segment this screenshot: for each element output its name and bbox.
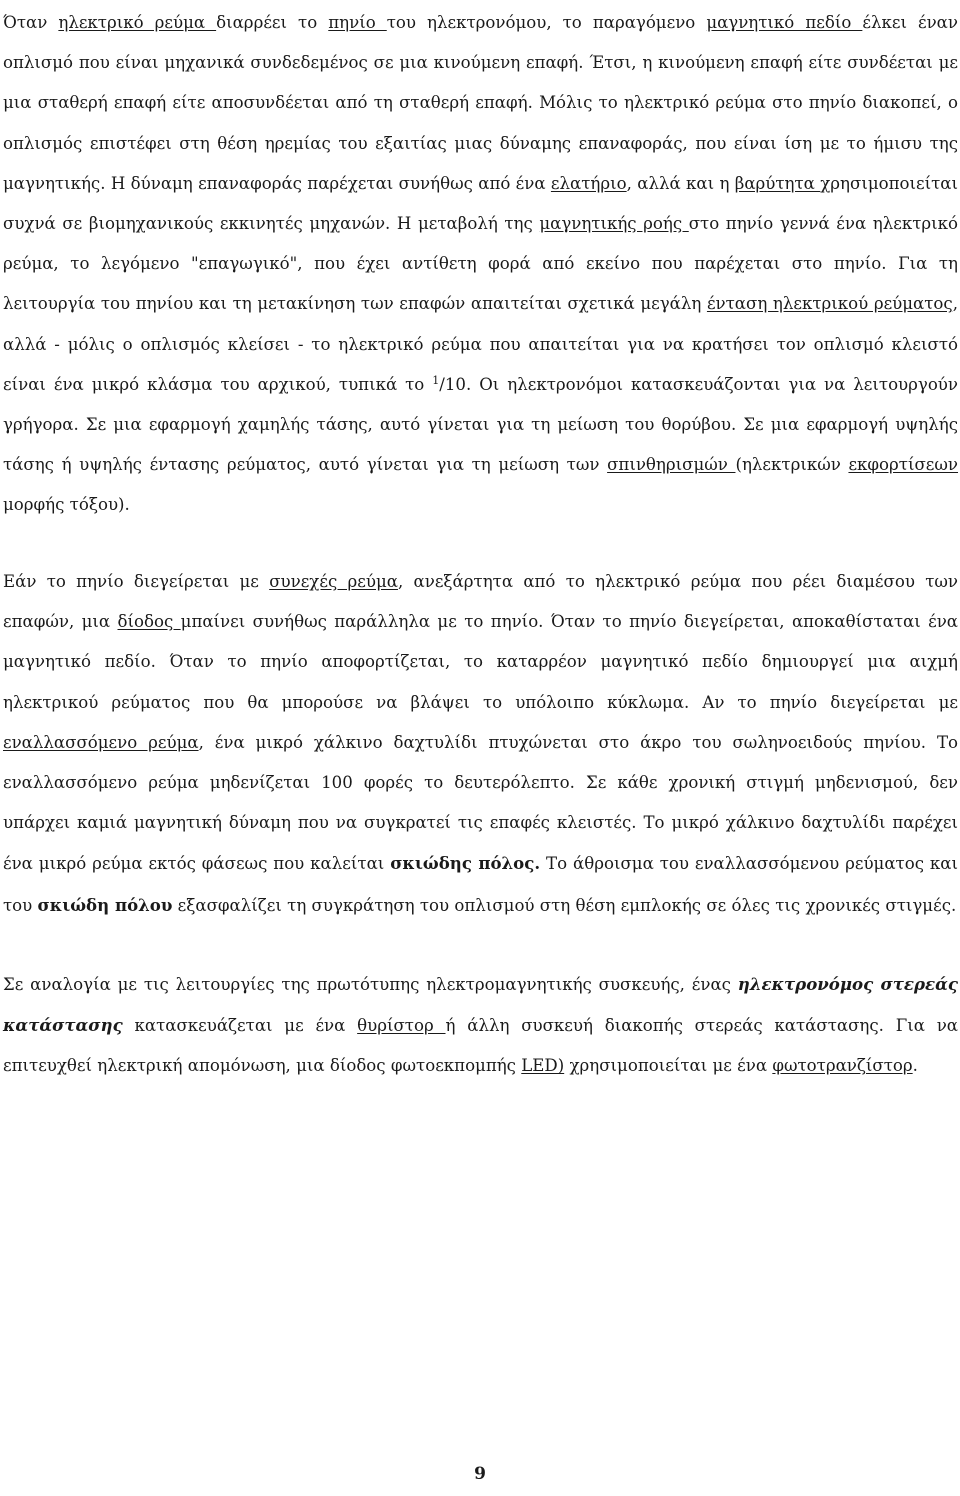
hyperlink-term[interactable]: μαγνητικό πεδίο [706,13,863,32]
hyperlink-term[interactable]: εναλλασσόμενο ρεύμα [3,732,199,752]
paragraph-electromagnetic-relay-operation [3,3,958,526]
text-run: ή άλλη συσκευή διακοπής στερεάς κατάστασης. Για να επιτευχθεί ηλεκτρική απομόνωση, μια δίοδος φωτοεκπομπής [3,1016,958,1076]
hyperlink-term[interactable]: φωτοτρανζίστορ [772,1056,913,1076]
text-run: μορφής τόξου). [3,495,130,515]
text-run: /10. Οι ηλεκτρονόμοι κατασκευάζονται για να λειτουργούν γρήγορα. Σε μια εφαρμογή χαμηλής τάσης, αυτό γίνεται για τη μείωση του θορύβου. Σε μια εφαρμογή υψηλής τάσης ή υψηλής έντασης ρεύματος, αυτό γίνεται για τη μείωση των [3,374,958,475]
hyperlink-term[interactable]: βαρύτητα [734,173,821,193]
hyperlink-term[interactable]: εκφορτίσεων [848,455,959,475]
text-run: Όταν [3,13,59,32]
hyperlink-term[interactable]: σπινθηρισμών [607,455,736,475]
text-run: μπαίνει συνήθως παράλληλα με το πηνίο. Όταν το πηνίο διεγείρεται, αποκαθίσταται ένα μαγνητικό πεδίο. Όταν το πηνίο αποφορτίζεται, το καταρρέον μαγνητικό πεδίο δημιουργεί μια αιχμή ηλεκτρικού ρεύματος που θα μπορούσε να βλάψει το υπόλοιπο κύκλωμα. Αν το πηνίο διεγείρεται με [3,612,958,712]
text-run: στο πηνίο γεννά ένα ηλεκτρικό ρεύμα, το λεγόμενο "επαγωγικό", που έχει αντίθετη φορά από εκείνο που παρέχεται στο πηνίο. Για τη λειτουργία του πηνίου και τη μετακίνηση των επαφών απαιτείται σχετικά μεγάλη [3,214,958,314]
bold-term: σκιώδη πόλου [37,894,173,915]
text-run: Εάν το πηνίο διεγείρεται με [3,572,270,591]
superscript: 1 [432,373,440,387]
text-run: χρησιμοποιείται συχνά σε βιομηχανικούς εκκινητές μηχανών. Η μεταβολή της [3,173,958,234]
text-run: Σε αναλογία με τις λειτουργίες της πρωτότυπης ηλεκτρομαγνητικής συσκευής, ένας [3,975,738,994]
text-run: , αλλά - μόλις ο οπλισμός κλείσει - το ηλεκτρικό ρεύμα που απαιτείται για να κρατήσει τον οπλισμό κλειστό είναι ένα μικρό κλάσμα του αρχικού, τυπικά το [3,294,959,394]
text-run: (ηλεκτρικών [735,455,849,475]
hyperlink-term[interactable]: LED) [521,1056,565,1076]
hyperlink-term[interactable]: ελατήριο [550,173,627,193]
text-run: , αλλά και η [626,173,735,193]
paragraph-solid-state-relay [3,964,958,1087]
text-run: , ανεξάρτητα από το ηλεκτρικό ρεύμα που ρέει διαμέσου των επαφών, μια [3,572,959,632]
hyperlink-term[interactable]: ένταση ηλεκτρικού ρεύματος [706,294,953,314]
text-run: χρησιμοποιείται με ένα [564,1056,773,1076]
text-run: διαρρέει το [216,13,329,32]
hyperlink-term[interactable]: δίοδος [117,612,181,632]
page-number: 9 [474,1464,486,1484]
bold-term: σκιώδης πόλος. [390,853,541,874]
text-run: του ηλεκτρονόμου, το παραγόμενο [386,13,707,32]
text-run: Το άθροισμα του εναλλασσόμενου ρεύματος και του [3,854,958,915]
text-run: . [912,1056,918,1076]
hyperlink-term[interactable]: πηνίο [328,13,387,32]
text-run: εξασφαλίζει τη συγκράτηση του οπλισμού στη θέση εμπλοκής σε όλες τις χρονικές στιγμές. [172,895,957,915]
hyperlink-term[interactable]: ηλεκτρικό ρεύμα [58,13,217,32]
hyperlink-term[interactable]: θυρίστορ [357,1016,446,1036]
bold-italic-term: ηλεκτρονόμος στερεάς κατάστασης [3,974,958,1036]
hyperlink-term[interactable]: συνεχές ρεύμα [269,572,398,591]
text-run: κατασκευάζεται με ένα [122,1016,358,1036]
paragraph-dc-ac-coil-excitation [3,562,958,926]
text-run: έλκει έναν οπλισμό που είναι μηχανικά συνδεδεμένος σε μια κινούμενη επαφή. Έτσι, η κινούμενη επαφή είτε συνδέεται με μια σταθερή επαφή είτε αποσυνδέεται από τη σταθερή επαφή. Μόλις το ηλεκτρικό ρεύμα στο πηνίο διακοπεί, ο οπλισμός επιστέφει στη θέση ηρεμίας του εξαιτίας μιας δύναμης επαναφοράς, που είναι ίση με το ήμισυ της μαγνητικής. Η δύναμη επαναφοράς παρέχεται συνήθως από ένα [3,13,958,193]
text-run: , ένα μικρό χάλκινο δαχτυλίδι πτυχώνεται στο άκρο του σωληνοειδούς πηνίου. Το εναλλασσόμενο ρεύμα μηδενίζεται 100 φορές το δευτερόλεπτο. Σε κάθε χρονική στιγμή μηδενισμού, δεν υπάρχει καμιά μαγνητική δύναμη που να συγκρατεί τις επαφές κλειστές. Το μικρό χάλκινο δαχτυλίδι παρέχει ένα μικρό ρεύμα εκτός φάσεως που καλείται [3,732,958,874]
hyperlink-term[interactable]: μαγνητικής ροής [539,214,689,234]
